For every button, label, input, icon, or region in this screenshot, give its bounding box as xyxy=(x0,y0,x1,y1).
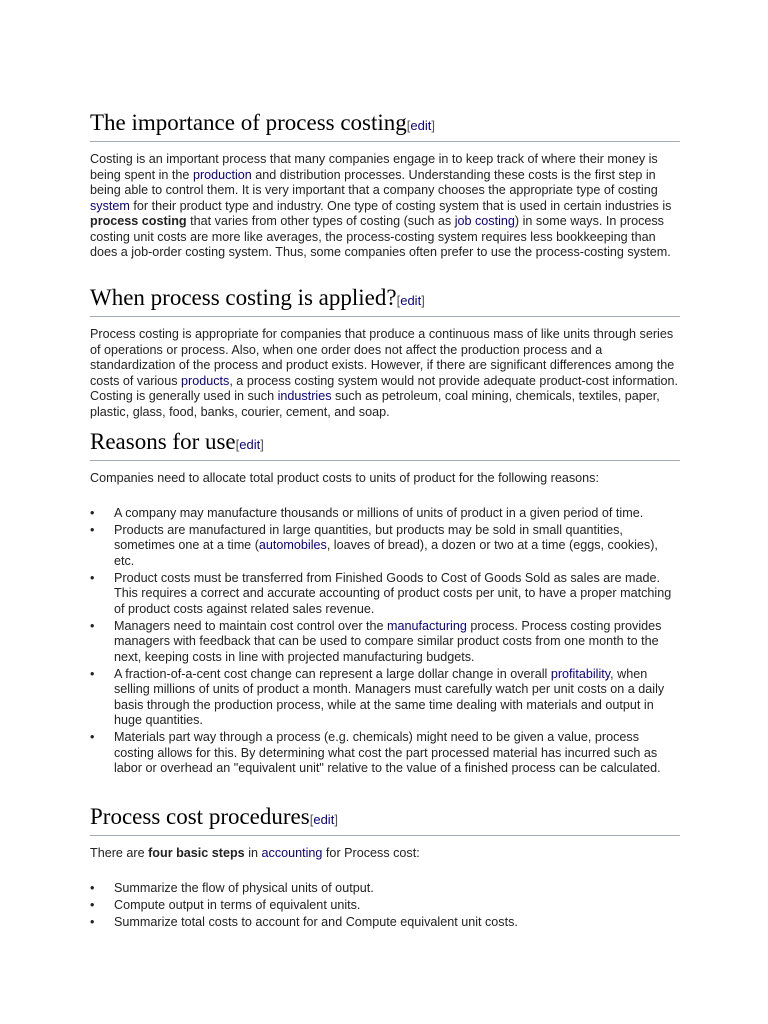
edit-link-wrapper: [edit] xyxy=(235,437,264,452)
section-heading: When process costing is applied?[edit] xyxy=(90,283,680,317)
bullet-icon: • xyxy=(90,522,95,537)
list-item: • Products are manufactured in large quantities, but products may be sold in small quantities, sometimes one at a time (automobiles, loaves of bread), a dozen or two at a time (eggs, cookies), etc. xyxy=(90,522,658,568)
list-item: • Summarize total costs to account for and Compute equivalent unit costs. xyxy=(90,914,518,929)
steps-list xyxy=(90,881,680,931)
edit-link-wrapper: [edit] xyxy=(406,118,436,133)
section-heading: The importance of process costing[edit] xyxy=(90,108,680,142)
link-products[interactable]: products xyxy=(181,373,230,388)
section-procedures xyxy=(90,802,680,932)
reasons-list xyxy=(90,506,680,777)
edit-link[interactable]: edit xyxy=(313,812,335,827)
bullet-icon: • xyxy=(90,666,95,681)
list-item: • Product costs must be transferred from Finished Goods to Cost of Goods Sold as sales are made. This requires a correct and accurate accounting of product costs per unit, to have a proper matching of product costs against related sales revenue. xyxy=(90,570,672,616)
list-item: • Managers need to maintain cost control over the manufacturing process. Process costing provides managers with feedback that can be used to compare similar product costs from one month to the next, keeping costs in line with projected manufacturing budgets. xyxy=(90,618,662,664)
bullet-icon: • xyxy=(90,570,95,585)
bullet-icon: • xyxy=(90,914,95,929)
link-manufacturing[interactable]: manufacturing xyxy=(387,618,467,633)
bullet-icon: • xyxy=(90,897,95,912)
edit-link-wrapper: [edit] xyxy=(309,812,338,827)
link-industries[interactable]: industries xyxy=(277,389,332,403)
bullet-icon: • xyxy=(90,618,95,633)
link-system[interactable]: system xyxy=(90,198,130,213)
section-reasons xyxy=(90,427,680,778)
list-item: • A fraction-of-a-cent cost change can represent a large dollar change in overall profitability, when selling millions of units of product a month. Managers must carefully watch per unit costs on a daily basis through the production process, while at the same time dealing with materials and output in huge quantities. xyxy=(90,666,665,727)
edit-link[interactable]: edit xyxy=(239,437,261,452)
link-profitability[interactable]: profitability xyxy=(550,666,611,681)
link-accounting[interactable]: accounting xyxy=(261,846,323,860)
list-item: • Materials part way through a process (e.g. chemicals) might need to be given a value, process costing allows for this. By determining what cost the part processed material has incurred such as labor or overhead an "equivalent unit" relative to the value of a finished process can be calculated. xyxy=(90,730,661,775)
section-intro: Companies need to allocate total product costs to units of product for the following reasons: xyxy=(90,471,599,485)
list-item: • Compute output in terms of equivalent units. xyxy=(90,897,361,912)
link-production[interactable]: production xyxy=(192,167,252,182)
section-importance xyxy=(90,108,680,261)
section-heading: Process cost procedures[edit] xyxy=(90,802,680,836)
bullet-icon: • xyxy=(90,880,95,895)
section-heading: Reasons for use[edit] xyxy=(90,427,680,461)
link-automobiles[interactable]: automobiles xyxy=(258,538,327,552)
list-item: • Summarize the flow of physical units of output. xyxy=(90,880,374,895)
section-intro: There are four basic steps in accounting for Process cost: xyxy=(90,846,420,860)
bullet-icon: • xyxy=(90,730,95,744)
edit-link[interactable]: edit xyxy=(400,293,422,308)
edit-link[interactable]: edit xyxy=(410,118,432,133)
section-paragraph: Process costing is appropriate for companies that produce a continuous mass of like units through series of operations or process. Also, when one order does not affect the production process and a standardization of the process and product exists. However, if there are significant differences among the costs of various products, a process costing system would not provide adequate product-cost information. Costing is generally used in such industries such as petroleum, coal mining, chemicals, textiles, paper, plastic, glass, food, banks, courier, cement, and soap. xyxy=(90,327,679,419)
link-job-costing[interactable]: job costing xyxy=(454,214,515,228)
section-paragraph: Costing is an important process that many companies engage in to keep track of where their money is being spent in the production and distribution processes. Understanding these costs is the first step in being able to control them. It is very important that a company chooses the appropriate type of costing system for their product type and industry. One type of costing system that is used in certain industries is process costing that varies from other types of costing (such as job costing) in some ways. In process costing unit costs are more like averages, the process-costing system requires less bookkeeping than does a job-order costing system. Thus, some companies often prefer to use the process-costing system. xyxy=(90,152,672,259)
edit-link-wrapper: [edit] xyxy=(396,293,425,308)
section-when-applied xyxy=(90,283,680,420)
list-item: • A company may manufacture thousands or millions of units of product in a given period of time. xyxy=(90,505,644,520)
bullet-icon: • xyxy=(90,505,95,520)
